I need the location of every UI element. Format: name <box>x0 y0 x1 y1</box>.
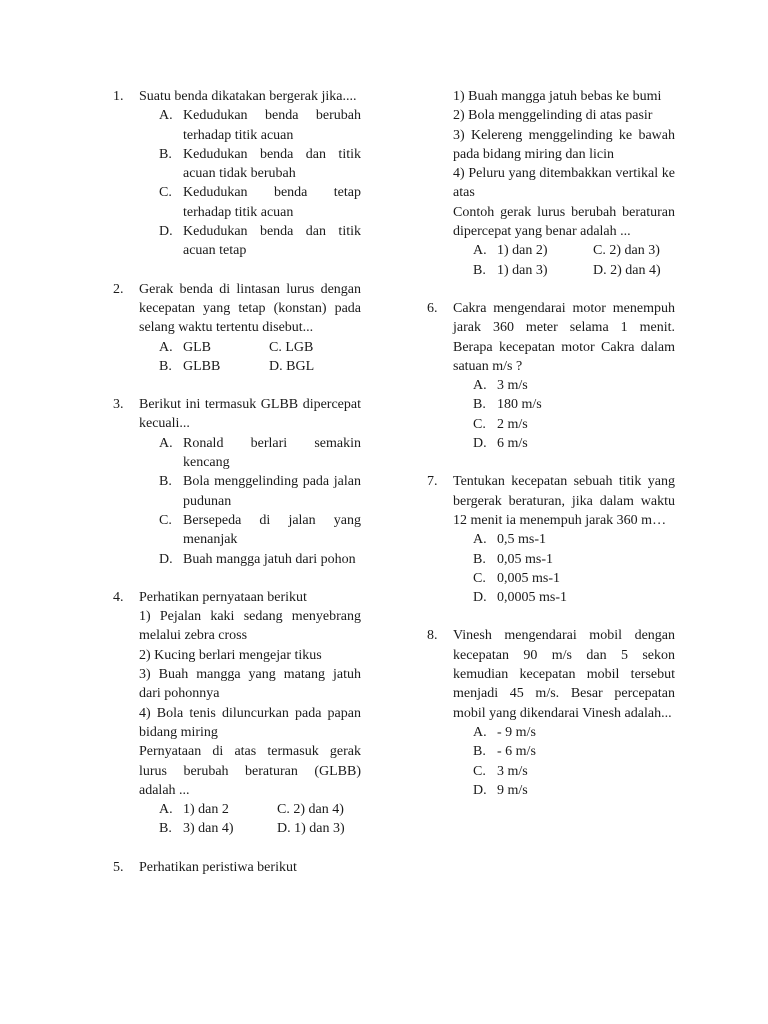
option-text: 2) dan 4) <box>610 262 661 278</box>
statement: 1) Pejalan kaki sedang menyebrang melalui zebra cross <box>139 609 361 644</box>
question-number: 1. <box>113 89 124 104</box>
option-text: Buah mangga jatuh dari pohon <box>183 551 356 567</box>
option-text: Bersepeda di jalan yang menanjak <box>183 512 361 548</box>
question-text: Berikut ini termasuk GLBB dipercepat kecuali... <box>139 397 361 432</box>
option-text: Kedudukan benda berubah terhadap titik acuan <box>183 108 361 143</box>
option-d <box>593 261 661 280</box>
option-a <box>473 723 675 742</box>
option-letter: D. <box>473 436 487 452</box>
option-c <box>473 415 675 434</box>
option-b <box>473 395 675 414</box>
option-letter: C. <box>159 185 172 201</box>
option-letter: D. <box>159 551 173 567</box>
statement: 3) Kelereng menggelinding ke bawah pada bidang miring dan licin <box>453 127 675 162</box>
option-c <box>593 241 660 260</box>
question-prompt: Pernyataan di atas termasuk gerak lurus berubah beraturan (GLBB) adalah ... <box>139 744 361 798</box>
question-5-continued <box>427 87 675 280</box>
option-letter: B. <box>473 262 486 278</box>
option-a <box>473 530 675 549</box>
question-prompt: Contoh gerak lurus berubah beraturan dipercepat yang benar adalah ... <box>453 204 675 240</box>
option-letter: C. <box>269 339 282 355</box>
option-letter: C. <box>593 243 606 259</box>
option-text: 1) dan 3) <box>497 262 548 278</box>
option-text: Kedudukan benda dan titik acuan tidak berubah <box>183 146 361 182</box>
question-text: Vinesh mengendarai mobil dengan kecepatan 90 m/s dan 5 sekon kemudian kecepatan mobil tersebut menjadi 45 m/s. Besar percepatan mobil yang dikendarai Vinesh adalah... <box>453 628 675 721</box>
option-letter: D. <box>473 590 487 606</box>
option-letter: B. <box>159 146 172 162</box>
statement: 2) Bola menggelinding di atas pasir <box>453 108 653 124</box>
option-text: Kedudukan benda tetap terhadap titik acuan <box>183 185 361 220</box>
option-c <box>473 762 675 781</box>
option-letter: C. <box>277 802 290 818</box>
option-list <box>453 530 675 607</box>
option-text: 2) dan 3) <box>609 243 660 259</box>
option-b <box>159 819 277 838</box>
option-letter: A. <box>473 378 487 394</box>
question-6 <box>427 299 675 453</box>
option-letter: D. <box>593 262 607 278</box>
option-text: 0,05 ms-1 <box>497 551 553 567</box>
option-letter: C. <box>159 512 172 528</box>
option-letter: A. <box>473 724 487 740</box>
question-1 <box>113 87 361 261</box>
statement: 4) Bola tenis diluncurkan pada papan bidang miring <box>139 705 361 740</box>
option-b <box>473 261 593 280</box>
option-row <box>159 338 361 357</box>
option-row <box>159 357 361 376</box>
option-b <box>159 145 361 184</box>
option-row <box>473 261 675 280</box>
option-b <box>159 472 361 511</box>
option-letter: D. <box>277 821 291 837</box>
option-a <box>159 800 277 819</box>
option-c <box>269 338 313 357</box>
right-column <box>427 87 675 819</box>
option-list <box>453 723 675 800</box>
question-4 <box>113 588 361 839</box>
option-text: BGL <box>286 358 315 374</box>
option-text: 1) dan 3) <box>294 821 345 837</box>
option-text: Bola menggelinding pada jalan pudunan <box>183 474 361 509</box>
option-c <box>159 183 361 222</box>
option-text: 2 m/s <box>497 416 528 432</box>
question-text: Tentukan kecepatan sebuah titik yang bergerak beraturan, jika dalam waktu 12 menit ia menempuh jarak 360 m… <box>453 474 675 528</box>
question-5 <box>113 858 361 877</box>
option-d <box>473 781 675 800</box>
question-number: 2. <box>113 281 124 297</box>
option-text: 6 m/s <box>497 436 528 452</box>
option-text: LGB <box>285 339 314 355</box>
option-b <box>473 550 675 569</box>
option-c <box>277 800 344 819</box>
option-text: Kedudukan benda dan titik acuan tetap <box>183 224 361 259</box>
option-letter: A. <box>159 802 173 818</box>
option-text: 1) dan 2) <box>497 243 548 259</box>
option-text: GLBB <box>183 358 221 374</box>
option-row <box>159 819 361 838</box>
question-number: 5. <box>113 859 124 875</box>
question-3 <box>113 395 361 569</box>
option-d <box>473 588 675 607</box>
question-2 <box>113 280 361 376</box>
option-letter: C. <box>473 570 486 586</box>
option-a <box>159 106 361 145</box>
question-text: Perhatikan peristiwa berikut <box>139 859 297 875</box>
option-text: GLB <box>183 339 211 355</box>
statement: 1) Buah mangga jatuh bebas ke bumi <box>453 89 662 104</box>
option-a <box>159 434 361 473</box>
option-letter: A. <box>159 108 173 124</box>
question-number: 3. <box>113 397 124 413</box>
option-letter: C. <box>473 416 486 432</box>
option-c <box>159 511 361 550</box>
option-letter: B. <box>159 821 172 837</box>
question-number: 4. <box>113 589 124 605</box>
statement: 4) Peluru yang ditembakkan vertikal ke atas <box>453 166 675 201</box>
question-number: 6. <box>427 300 438 316</box>
option-text: 3 m/s <box>497 378 528 394</box>
question-text: Cakra mengendarai motor menempuh jarak 360 meter selama 1 menit. Berapa kecepatan motor Cakra dalam satuan m/s ? <box>453 300 675 374</box>
question-text: Suatu benda dikatakan bergerak jika.... <box>139 89 357 104</box>
question-7 <box>427 472 675 607</box>
option-letter: B. <box>159 474 172 490</box>
option-letter: A. <box>473 243 487 259</box>
question-number: 7. <box>427 474 438 490</box>
option-list <box>139 106 361 260</box>
option-text: 3 m/s <box>497 763 528 779</box>
option-letter: A. <box>159 339 173 355</box>
option-letter: D. <box>159 224 173 240</box>
option-text: 180 m/s <box>497 397 542 413</box>
option-text: 0,005 ms-1 <box>497 570 560 586</box>
option-d <box>277 819 345 838</box>
option-d <box>269 357 314 376</box>
option-letter: B. <box>159 358 172 374</box>
option-text: Ronald berlari semakin kencang <box>183 435 361 471</box>
option-d <box>159 222 361 261</box>
option-list <box>139 434 361 569</box>
option-a <box>473 376 675 395</box>
option-letter: A. <box>473 532 487 548</box>
statement: 2) Kucing berlari mengejar tikus <box>139 647 322 663</box>
question-number: 8. <box>427 628 438 644</box>
option-grid <box>139 800 361 839</box>
option-text: - 6 m/s <box>497 744 536 760</box>
option-text: 9 m/s <box>497 782 528 798</box>
option-grid <box>453 241 675 280</box>
option-text: 0,0005 ms-1 <box>497 590 567 606</box>
option-letter: B. <box>473 397 486 413</box>
option-a <box>159 338 269 357</box>
option-letter: C. <box>473 763 486 779</box>
option-text: 3) dan 4) <box>183 821 234 837</box>
option-letter: D. <box>473 782 487 798</box>
option-a <box>473 241 593 260</box>
option-letter: B. <box>473 551 486 567</box>
option-b <box>159 357 269 376</box>
left-column <box>113 87 361 896</box>
option-letter: A. <box>159 435 173 451</box>
option-letter: D. <box>269 358 283 374</box>
option-row <box>159 800 361 819</box>
option-text: - 9 m/s <box>497 724 536 740</box>
option-c <box>473 569 675 588</box>
option-b <box>473 742 675 761</box>
option-row <box>473 241 675 260</box>
option-d <box>473 434 675 453</box>
option-text: 1) dan 2 <box>183 802 229 818</box>
question-text: Gerak benda di lintasan lurus dengan kecepatan yang tetap (konstan) pada selang waktu tertentu disebut... <box>139 281 361 336</box>
option-letter: B. <box>473 744 486 760</box>
option-text: 2) dan 4) <box>293 802 344 818</box>
question-text: Perhatikan pernyataan berikut <box>139 589 307 605</box>
option-text: 0,5 ms-1 <box>497 532 546 548</box>
option-d <box>159 550 361 569</box>
statement: 3) Buah mangga yang matang jatuh dari pohonnya <box>139 667 361 702</box>
option-list <box>453 376 675 453</box>
option-grid <box>139 338 361 377</box>
question-8 <box>427 626 675 800</box>
